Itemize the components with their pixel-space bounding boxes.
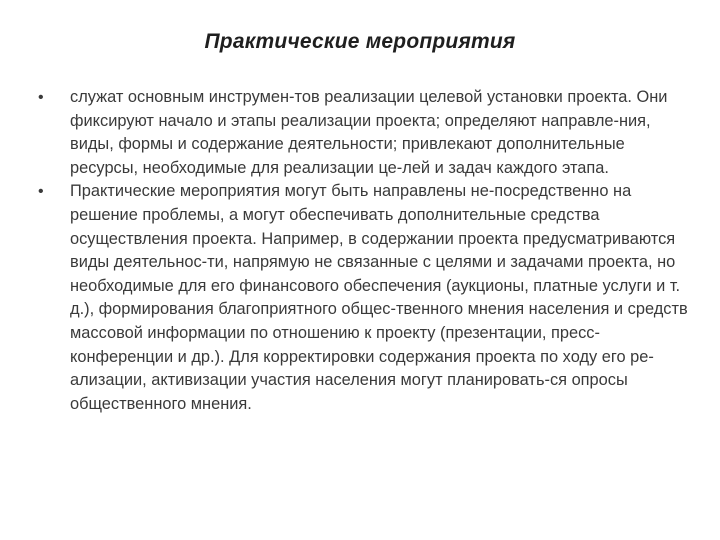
slide-title: Практические мероприятия bbox=[204, 30, 516, 53]
bullet-item bbox=[38, 180, 688, 416]
bullet-icon: • bbox=[38, 89, 44, 106]
bullet-icon: • bbox=[38, 183, 44, 201]
bullet-list bbox=[38, 86, 688, 416]
bullet-text: Практические мероприятия могут быть направлены не-посредственно на решение проблемы, а могут обеспечивать дополнительные средства осуществления проекта. Например, в содержании проекта предусматриваются виды деятельнос-ти, напрямую не связанные с целями и задачами проекта, но необходимые для его финансового обеспечения (аукционы, платные услуги и т. д.), формирования благоприятного общес-твенного мнения населения и средств массовой информации по отношению к проекту (презентации, пресс-конференции и др.). Для корректировки содержания проекта по ходу его ре-ализации, активизации участия населения могут планировать-ся опросы общественного мнения. bbox=[70, 182, 688, 413]
bullet-text: служат основным инструмен-тов реализации целевой установки проекта. Они фиксируют начало и этапы реализации проекта; определяют направле-ния, виды, формы и содержание деятельности; привлекают дополнительные ресурсы, необходимые для реализации це-лей и задач каждого этапа. bbox=[70, 88, 668, 177]
bullet-item bbox=[38, 86, 688, 180]
